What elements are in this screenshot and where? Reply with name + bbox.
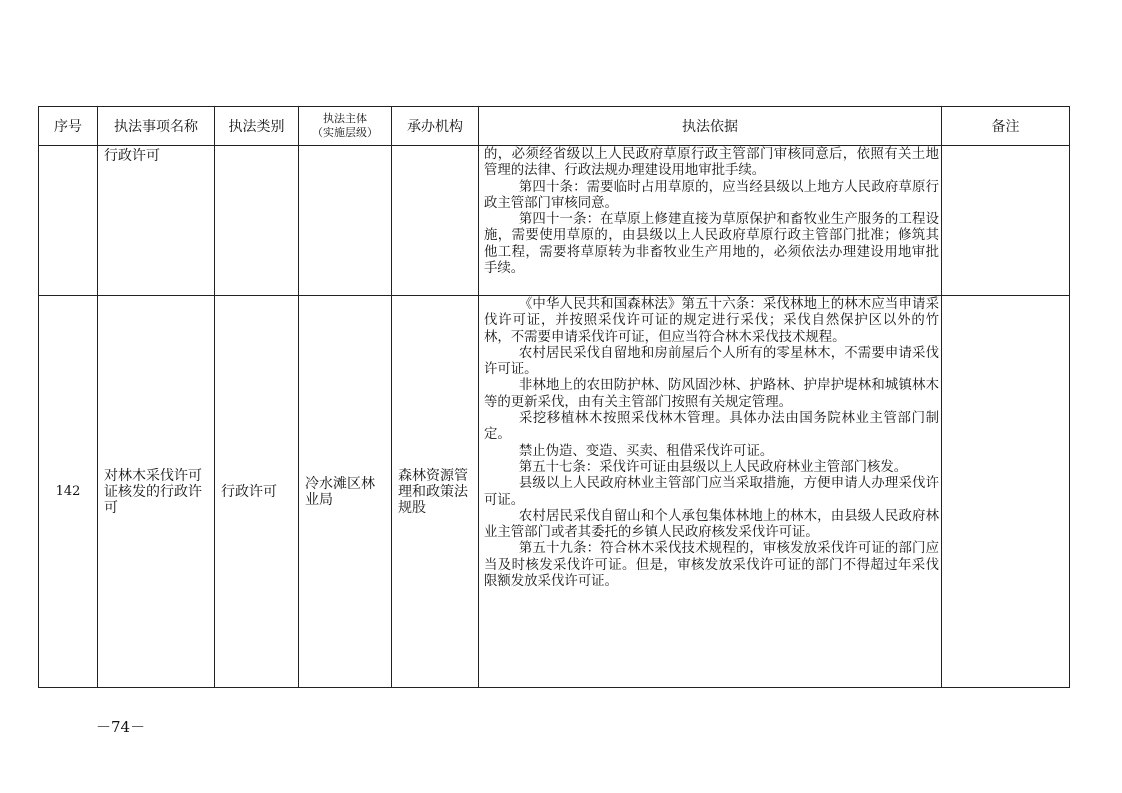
cell-seq: 142 [39, 296, 98, 688]
basis-paragraph: 禁止伪造、变造、买卖、租借采伐许可证。 [518, 443, 774, 459]
cell-subject: 冷水滩区林业局 [299, 296, 392, 688]
basis-paragraph: 第四十条：需要临时占用草原的，应当经县级以上地方人民政府草原行政主管部门审核同意。 [484, 179, 939, 211]
basis-paragraph: 第五十七条：采伐许可证由县级以上人民政府林业主管部门核发。 [518, 459, 908, 475]
header-category: 执法类别 [215, 107, 299, 146]
cell-basis [479, 146, 942, 296]
header-row [39, 107, 1070, 146]
basis-paragraph: 采挖移植林木按照采伐林木管理。具体办法由国务院林业主管部门制定。 [484, 411, 939, 443]
header-subject-main: 执法主体 [323, 112, 367, 125]
basis-paragraph: 农村居民采伐自留山和个人承包集体林地上的林木，由县级人民政府林业主管部门或者其委托的乡镇人民政府核发采伐许可证。 [484, 508, 939, 541]
cell-seq [39, 146, 98, 296]
cell-subject [299, 146, 392, 296]
header-subject [299, 107, 392, 146]
basis-paragraph: 非林地上的农田防护林、防风固沙林、护路林、护岸护堤林和城镇林木等的更新采伐，由有关主管部门按照有关规定管理。 [484, 378, 939, 410]
cell-basis [479, 296, 942, 688]
header-subject-level: （实施层级） [312, 126, 378, 139]
cell-agency [392, 146, 479, 296]
header-basis: 执法依据 [479, 107, 942, 146]
basis-paragraph: 第五十九条：符合林木采伐技术规程的，审核发放采伐许可证的部门应当及时核发采伐许可证。但是，审核发放采伐许可证的部门不得超过年采伐限额发放采伐许可证。 [484, 541, 939, 590]
header-item-name: 执法事项名称 [98, 107, 215, 146]
cell-category: 行政许可 [215, 296, 299, 688]
cell-item-name: 对林木采伐许可证核发的行政许可 [98, 296, 215, 688]
table-row [39, 146, 1070, 296]
basis-paragraph: 的，必须经省级以上人民政府草原行政主管部门审核同意后，依照有关土地管理的法律、行政法规办理建设用地审批手续。 [484, 147, 939, 179]
enforcement-table [38, 106, 1070, 688]
table-row [39, 296, 1070, 688]
cell-remark [942, 296, 1070, 688]
basis-paragraph: 县级以上人民政府林业主管部门应当采取措施，方便申请人办理采伐许可证。 [484, 476, 939, 508]
header-agency: 承办机构 [392, 107, 479, 146]
cell-remark [942, 146, 1070, 296]
cell-agency: 森林资源管理和政策法规股 [392, 296, 479, 688]
basis-paragraph: 《中华人民共和国森林法》第五十六条：采伐林地上的林木应当申请采伐许可证，并按照采伐许可证的规定进行采伐；采伐自然保护区以外的竹林，不需要申请采伐许可证，但应当符合林木采伐技术规程。 [484, 297, 939, 345]
basis-paragraph: 第四十一条：在草原上修建直接为草原保护和畜牧业生产服务的工程设施，需要使用草原的，由县级以上人民政府草原行政主管部门批准；修筑其他工程，需要将草原转为非畜牧业生产用地的，必须依法办理建设用地审批手续。 [484, 212, 939, 277]
header-remark: 备注 [942, 107, 1070, 146]
page-number: －74－ [96, 718, 146, 736]
header-seq: 序号 [39, 107, 98, 146]
cell-item-name: 行政许可 [98, 146, 215, 296]
cell-category [215, 146, 299, 296]
basis-paragraph: 农村居民采伐自留地和房前屋后个人所有的零星林木，不需要申请采伐许可证。 [484, 345, 939, 378]
